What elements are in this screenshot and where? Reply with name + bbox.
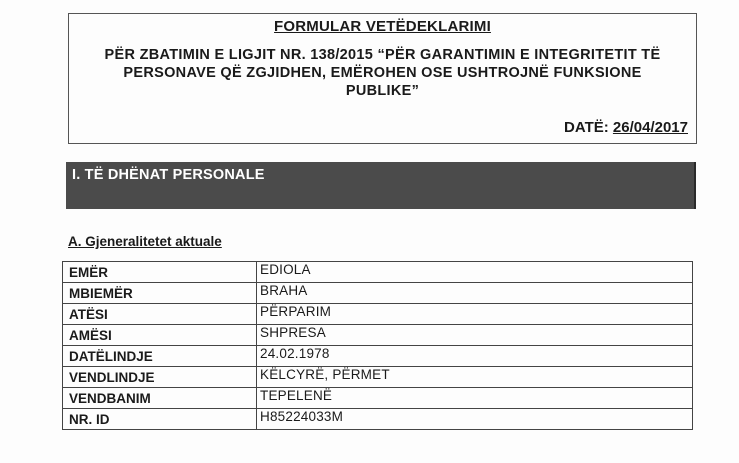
field-label: AMËSI [63,325,257,346]
field-value: KËLCYRË, PËRMET [257,367,693,388]
field-label: VENDLINDJE [63,367,257,388]
field-label: DATËLINDJE [63,346,257,367]
field-label: MBIEMËR [63,283,257,304]
field-value: 24.02.1978 [257,346,693,367]
section-header-bar [66,162,696,209]
field-label: NR. ID [63,409,257,430]
table-row [63,388,693,409]
field-label: VENDBANIM [63,388,257,409]
field-value: EDIOLA [257,262,693,283]
personal-data-table [62,261,693,430]
field-label: ATËSI [63,304,257,325]
table-row [63,262,693,283]
form-header [68,13,697,144]
law-title: PËR ZBATIMIN E LIGJIT NR. 138/2015 “PËR GARANTIMIN E INTEGRITETIT TË PERSONAVE QË ZGJIDHEN, EMËROHEN OSE USHTROJNË FUNKSIONE PUBLIKE” [104,47,661,99]
field-value: PËRPARIM [257,304,693,325]
field-value: SHPRESA [257,325,693,346]
form-title: FORMULAR VETËDEKLARIMI [274,18,491,35]
table-row [63,325,693,346]
field-label: EMËR [63,262,257,283]
form-date [564,119,688,136]
table-row [63,409,693,430]
date-value: 26/04/2017 [612,119,688,136]
date-label: DATË: [564,119,609,136]
table-row [63,346,693,367]
table-row [63,367,693,388]
section-title: I. TË DHËNAT PERSONALE [72,167,265,183]
field-value: BRAHA [257,283,693,304]
table-row [63,304,693,325]
table-row [63,283,693,304]
field-value: H85224033M [257,409,693,430]
field-value: TEPELENË [257,388,693,409]
subsection-title: A. Gjeneralitetet aktuale [68,234,222,249]
